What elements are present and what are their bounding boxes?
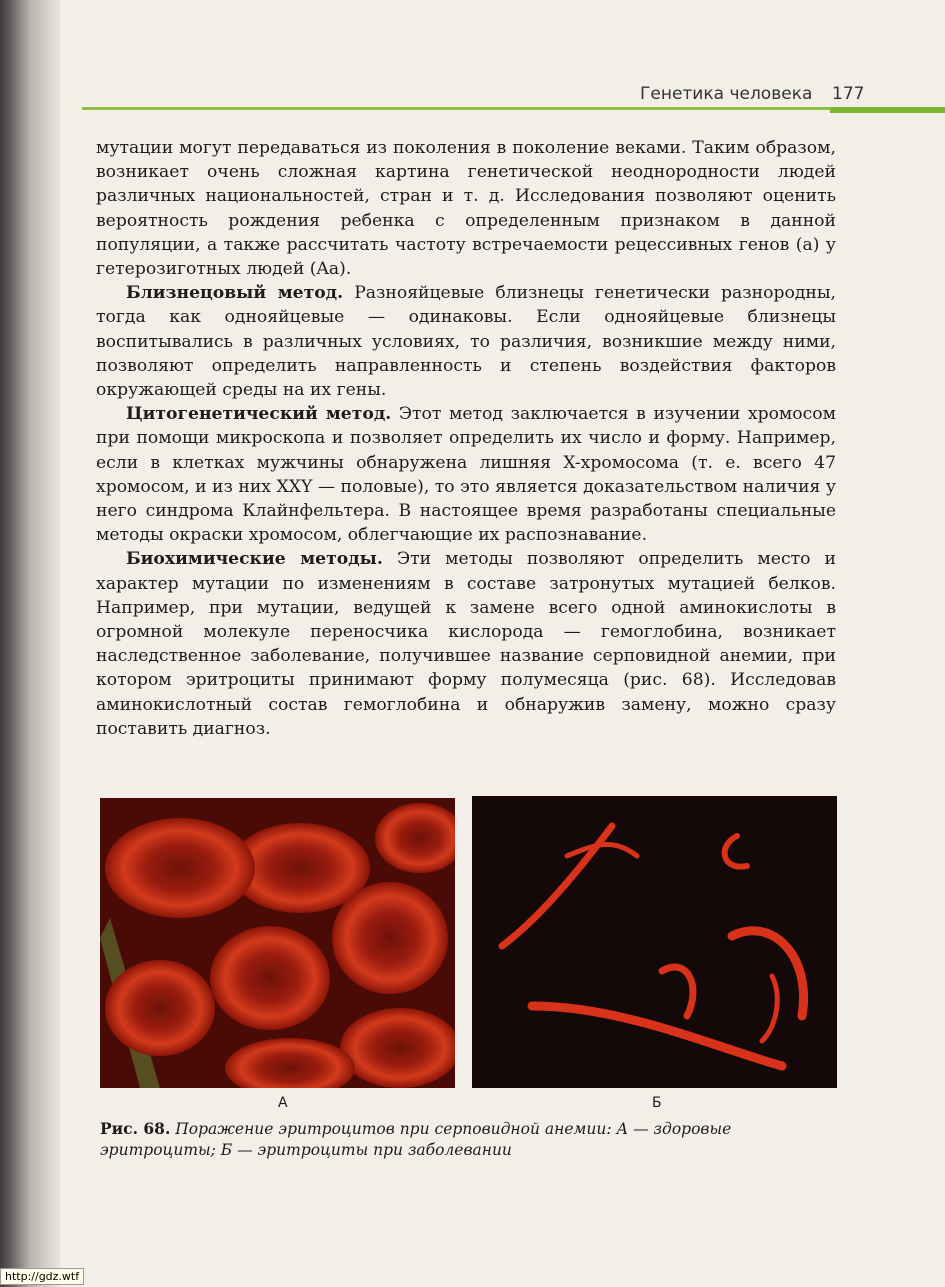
book-spine-shadow [0,0,60,1287]
header-title: Генетика человека [640,84,813,104]
sickle-cells-illustration [472,796,837,1088]
paragraph-twin-method: Близнецовый метод. Разнояйцевые близнецы генетически разнородны, тогда как однояйцевые — одинаковы. Если однояйцевые близнецы воспитывались в различных условиях, то различия, возникшие между ними, позволяют определить направленность и степень воздействия факторов окружающей среды на их гены. [96,283,836,401]
paragraph-lead: Биохимические методы. [126,549,383,570]
caption-text: Поражение эритроцитов при серповидной анемии: А — здоровые эритроциты; Б — эритроциты при заболевании [100,1120,732,1159]
header-accent-bar [830,107,945,113]
figure-caption [100,1118,840,1161]
healthy-cells-illustration [100,798,455,1088]
page-number: 177 [832,84,865,104]
header-rule [82,107,945,110]
body-text [96,136,836,741]
figure-label-a: А [278,1095,288,1111]
figure-healthy-erythrocytes [100,798,455,1088]
paragraph-biochemical-methods: Биохимические методы. Эти методы позволяют определить место и характер мутации по изменениям в составе затронутых мутацией белков. Например, при мутации, ведущей к замене всего одной аминокислоты в огромной молекуле переносчика кислорода — гемоглобина, возникает наследственное заболевание, получившее название серповидной анемии, при котором эритроциты принимают форму полумесяца (рис. 68). Исследовав аминокислотный состав гемоглобина и обнаружив замену, можно сразу поставить диагноз. [96,549,836,739]
caption-number: Рис. 68. [100,1119,171,1138]
figure-label-b: Б [652,1095,662,1111]
paragraph-cytogenetic-method: Цитогенетический метод. Этот метод заключается в изучении хромосом при помощи микроскопа и позволяет определить их число и форму. Например, если в клетках мужчины обнаружена лишняя X-хромосома (т. е. всего 47 хромосом, и из них XXY — половые), то это является доказательством наличия у него синдрома Клайнфельтера. В настоящее время разработаны специальные методы окраски хромосом, облегчающие их распознавание. [96,404,836,546]
paragraph-lead: Близнецовый метод. [126,283,344,304]
paragraph-lead: Цитогенетический метод. [126,404,392,425]
running-header [560,84,865,108]
paragraph: мутации могут передаваться из поколения в поколение веками. Таким образом, возникает очень сложная картина генетической неоднородности людей различных национальностей, стран и т. д. Исследования позволяют оценить вероятность рождения ребенка с определенным признаком в данной популяции, а также рассчитать частоту встречаемости рецессивных генов (a) у гетерозиготных людей (Aa). [96,138,836,280]
figure-sickle-erythrocytes [472,796,837,1088]
watermark-url: http://gdz.wtf [0,1268,84,1285]
